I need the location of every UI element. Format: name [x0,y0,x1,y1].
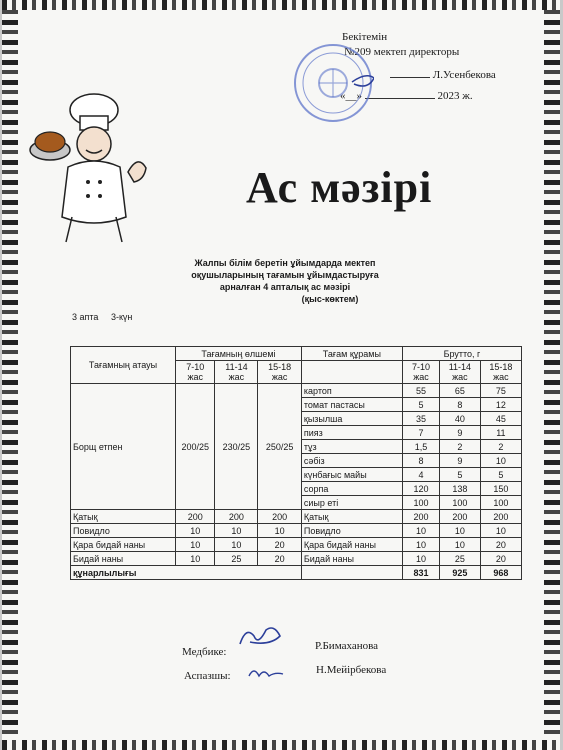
header-age: 11-14 жас [440,361,481,384]
subtitle-line-1: Жалпы білім беретін ұйымдарда мектеп [194,258,376,268]
portion-cell: 200 [215,510,258,524]
day-label: 3-күн [110,312,133,322]
portion-cell: 25 [215,552,258,566]
header-age: 15-18 жас [480,361,521,384]
table-row [71,552,522,566]
dish-name: Қатық [71,510,176,524]
table-row [71,384,522,398]
brutto-cell: 8 [402,454,439,468]
table-row [71,538,522,552]
week-day-label [72,312,142,322]
bottom-ornamental-border [2,740,560,750]
table-header-row [71,347,522,361]
brutto-cell: 10 [402,538,439,552]
dish-name: Борщ етпен [71,384,176,510]
date-prefix: «__» [340,90,362,102]
portion-cell: 10 [176,538,215,552]
brutto-cell: 9 [440,426,481,440]
brutto-cell: 150 [480,482,521,496]
brutto-cell: 20 [480,552,521,566]
brutto-cell: 5 [402,398,439,412]
header-empty [301,361,402,384]
brutto-cell: 7 [402,426,439,440]
dish-name: Бидай наны [71,552,176,566]
chef-illustration [28,92,160,252]
menu-subtitle [170,257,400,305]
brutto-cell: 35 [402,412,439,426]
brutto-cell: 65 [440,384,481,398]
portion-cell: 10 [176,552,215,566]
total-empty [301,566,402,580]
ingredient-name: картоп [301,384,402,398]
subtitle-line-4: (қыс-көктем) [301,294,359,304]
ingredient-name: пияз [301,426,402,440]
ingredient-name: күнбағыс майы [301,468,402,482]
subtitle-line-3: арналған 4 апталық ас мәзірі [219,282,351,292]
ingredient-name: тұз [301,440,402,454]
ingredient-name: Қатық [301,510,402,524]
total-label: құнарлылығы [71,566,302,580]
school-seal-stamp [292,42,374,124]
portion-cell: 10 [258,524,301,538]
brutto-cell: 1,5 [402,440,439,454]
brutto-cell: 5 [480,468,521,482]
portion-cell: 10 [215,538,258,552]
total-cell: 831 [402,566,439,580]
menu-table [70,346,522,580]
portion-cell: 10 [215,524,258,538]
brutto-cell: 100 [480,496,521,510]
brutto-cell: 75 [480,384,521,398]
total-row [71,566,522,580]
brutto-cell: 9 [440,454,481,468]
right-ornamental-border [544,0,560,750]
total-cell: 925 [440,566,481,580]
portion-cell: 200 [176,510,215,524]
ingredient-name: сорпа [301,482,402,496]
cook-signature [246,664,286,682]
main-title: Ас мәзірі [246,163,433,212]
brutto-cell: 5 [440,468,481,482]
cook-name: Н.Мейірбекова [316,664,387,676]
brutto-cell: 8 [440,398,481,412]
ingredient-name: сиыр еті [301,496,402,510]
ingredient-name: Бидай наны [301,552,402,566]
ingredient-name: сәбіз [301,454,402,468]
ingredient-name: Қара бидай наны [301,538,402,552]
brutto-cell: 40 [440,412,481,426]
brutto-cell: 200 [402,510,439,524]
header-age: 7-10 жас [402,361,439,384]
subtitle-line-2: оқушыларының тағамын ұйымдастыруға [191,270,379,280]
header-age: 15-18 жас [258,361,301,384]
brutto-cell: 200 [480,510,521,524]
brutto-cell: 120 [402,482,439,496]
dish-name: Повидло [71,524,176,538]
cook-label: Аспазшы: [184,670,231,682]
table-row [71,524,522,538]
total-cell: 968 [480,566,521,580]
ingredient-name: томат пастасы [301,398,402,412]
week-label: 3 апта [72,312,99,322]
portion-cell: 20 [258,538,301,552]
brutto-cell: 100 [440,496,481,510]
left-ornamental-border [2,0,18,750]
brutto-cell: 10 [480,454,521,468]
header-portion: Тағамның өлшемі [176,347,302,361]
brutto-cell: 10 [440,538,481,552]
portion-cell: 230/25 [215,384,258,510]
brutto-cell: 12 [480,398,521,412]
brutto-cell: 55 [402,384,439,398]
portion-cell: 200/25 [176,384,215,510]
ingredient-name: Повидло [301,524,402,538]
brutto-cell: 200 [440,510,481,524]
header-age: 11-14 жас [215,361,258,384]
nurse-name: Р.Бимаханова [315,640,379,652]
brutto-cell: 11 [480,426,521,440]
brutto-cell: 4 [402,468,439,482]
approval-director: №209 мектеп директоры [344,46,460,58]
brutto-cell: 45 [480,412,521,426]
brutto-cell: 138 [440,482,481,496]
top-ornamental-border [2,0,560,10]
nurse-label: Медбике: [182,646,227,658]
header-composition: Тағам құрамы [301,347,402,361]
ingredient-name: қызылша [301,412,402,426]
table-row [71,510,522,524]
brutto-cell: 25 [440,552,481,566]
portion-cell: 250/25 [258,384,301,510]
brutto-cell: 10 [402,552,439,566]
header-dish-name: Тағамның атауы [71,347,176,384]
brutto-cell: 100 [402,496,439,510]
date-year: 2023 ж. [437,90,473,102]
director-name: Л.Усенбекова [432,69,496,81]
brutto-cell: 20 [480,538,521,552]
portion-cell: 10 [176,524,215,538]
brutto-cell: 10 [440,524,481,538]
brutto-cell: 2 [440,440,481,454]
brutto-cell: 10 [480,524,521,538]
brutto-cell: 2 [480,440,521,454]
dish-name: Қара бидай наны [71,538,176,552]
approval-title: Бекітемін [342,31,388,43]
header-age: 7-10 жас [176,361,215,384]
portion-cell: 20 [258,552,301,566]
header-brutto: Брутто, г [402,347,521,361]
brutto-cell: 10 [402,524,439,538]
portion-cell: 200 [258,510,301,524]
nurse-signature [236,624,286,652]
